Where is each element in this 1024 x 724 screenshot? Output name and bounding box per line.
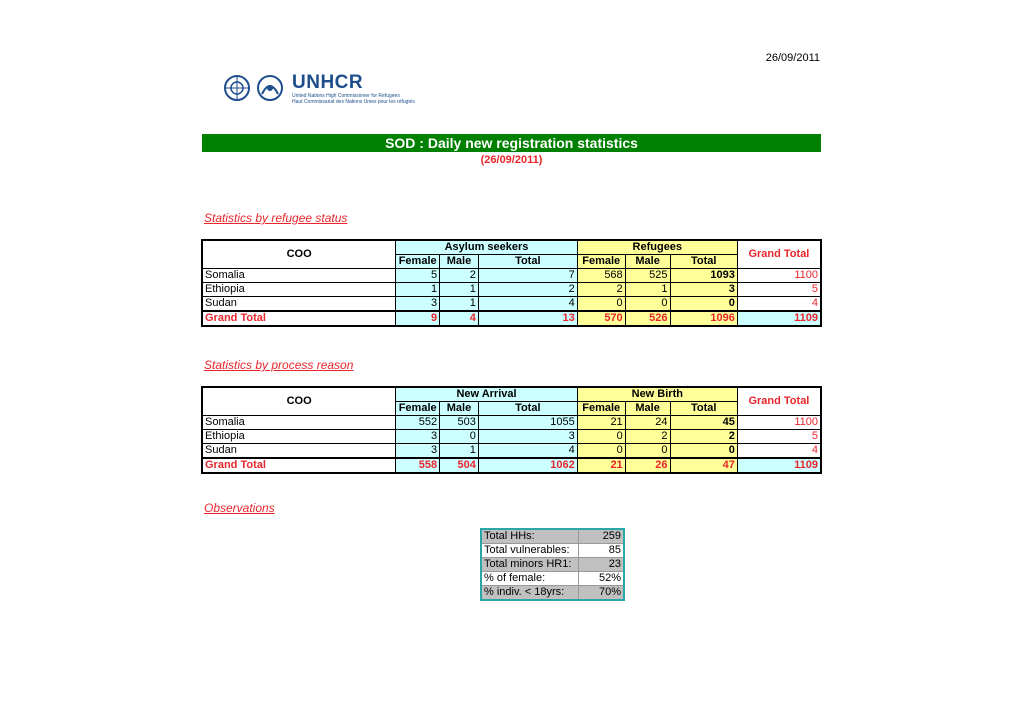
- observation-value: 70%: [579, 586, 625, 601]
- value-cell: 2: [440, 269, 479, 283]
- section-heading-process-reason: Statistics by process reason: [204, 358, 354, 372]
- section-heading-refugee-status: Statistics by refugee status: [204, 211, 348, 225]
- col-header: Male: [440, 255, 479, 269]
- col-header: Total: [478, 402, 577, 416]
- value-cell: 0: [440, 430, 479, 444]
- col-header: Female: [396, 255, 440, 269]
- value-cell: 4: [478, 297, 577, 312]
- unhcr-wordmark: UNHCR: [292, 72, 364, 93]
- observations-table: [480, 528, 625, 601]
- coo-cell: Somalia: [202, 416, 396, 430]
- observation-row: [481, 558, 624, 572]
- value-cell: 0: [577, 444, 625, 459]
- value-cell: 0: [625, 297, 670, 312]
- observation-label: Total HHs:: [481, 529, 579, 544]
- coo-cell: Ethiopia: [202, 430, 396, 444]
- observation-value: 259: [579, 529, 625, 544]
- col-header: Male: [625, 402, 670, 416]
- value-cell: 2: [625, 430, 670, 444]
- col-header: Total: [670, 402, 737, 416]
- value-cell: 1055: [478, 416, 577, 430]
- value-cell: 1: [440, 297, 479, 312]
- page-title: SOD : Daily new registration statistics: [202, 134, 821, 152]
- total-row: [202, 458, 821, 473]
- coo-header: COO: [202, 387, 396, 416]
- col-header: Male: [625, 255, 670, 269]
- unhcr-logo: [222, 72, 446, 106]
- observation-value: 23: [579, 558, 625, 572]
- grand-total-header: Grand Total: [737, 387, 821, 416]
- value-cell: 2: [670, 430, 737, 444]
- value-cell: 21: [577, 416, 625, 430]
- total-cell: 1096: [670, 311, 737, 326]
- new-arrival-header: New Arrival: [396, 387, 578, 402]
- coo-cell: Somalia: [202, 269, 396, 283]
- total-cell: 47: [670, 458, 737, 473]
- value-cell: 525: [625, 269, 670, 283]
- value-cell: 0: [670, 444, 737, 459]
- value-cell: 568: [577, 269, 625, 283]
- table-row: [202, 444, 821, 459]
- total-row: [202, 311, 821, 326]
- observation-label: Total vulnerables:: [481, 544, 579, 558]
- grand-total-cell: 1100: [737, 269, 821, 283]
- coo-cell: Ethiopia: [202, 283, 396, 297]
- observation-row: [481, 544, 624, 558]
- grand-total-cell: 5: [737, 283, 821, 297]
- value-cell: 1: [440, 444, 479, 459]
- value-cell: 2: [577, 283, 625, 297]
- grand-total-cell: 4: [737, 297, 821, 312]
- value-cell: 45: [670, 416, 737, 430]
- total-label: Grand Total: [202, 311, 396, 326]
- value-cell: 1: [625, 283, 670, 297]
- value-cell: 0: [577, 297, 625, 312]
- total-cell: 9: [396, 311, 440, 326]
- observation-label: % of female:: [481, 572, 579, 586]
- table-row: [202, 430, 821, 444]
- total-cell: 13: [478, 311, 577, 326]
- col-header: Female: [577, 255, 625, 269]
- total-label: Grand Total: [202, 458, 396, 473]
- value-cell: 3: [396, 444, 440, 459]
- total-cell: 504: [440, 458, 479, 473]
- col-header: Male: [440, 402, 479, 416]
- total-cell: 526: [625, 311, 670, 326]
- grand-total-cell: 1109: [737, 311, 821, 326]
- total-cell: 558: [396, 458, 440, 473]
- asylum-seekers-header: Asylum seekers: [396, 240, 578, 255]
- col-header: Total: [478, 255, 577, 269]
- grand-total-cell: 5: [737, 430, 821, 444]
- value-cell: 24: [625, 416, 670, 430]
- value-cell: 2: [478, 283, 577, 297]
- total-cell: 21: [577, 458, 625, 473]
- observation-value: 52%: [579, 572, 625, 586]
- value-cell: 552: [396, 416, 440, 430]
- total-cell: 1062: [478, 458, 577, 473]
- coo-header: COO: [202, 240, 396, 269]
- grand-total-header: Grand Total: [737, 240, 821, 269]
- total-cell: 4: [440, 311, 479, 326]
- value-cell: 7: [478, 269, 577, 283]
- refugee-status-table: [201, 239, 822, 327]
- value-cell: 1093: [670, 269, 737, 283]
- value-cell: 4: [478, 444, 577, 459]
- page-subtitle: (26/09/2011): [480, 154, 543, 166]
- table-row: [202, 269, 821, 283]
- new-birth-header: New Birth: [577, 387, 737, 402]
- value-cell: 3: [670, 283, 737, 297]
- value-cell: 503: [440, 416, 479, 430]
- observation-row: [481, 572, 624, 586]
- value-cell: 0: [670, 297, 737, 312]
- total-cell: 570: [577, 311, 625, 326]
- observation-label: Total minors HR1:: [481, 558, 579, 572]
- col-header: Total: [670, 255, 737, 269]
- value-cell: 3: [396, 430, 440, 444]
- value-cell: 0: [577, 430, 625, 444]
- table-row: [202, 283, 821, 297]
- value-cell: 0: [625, 444, 670, 459]
- logo-line1: United Nations High Commissioner for Refugees: [292, 93, 400, 99]
- observation-row: [481, 586, 624, 601]
- observation-row: [481, 529, 624, 544]
- grand-total-cell: 1109: [737, 458, 821, 473]
- grand-total-cell: 1100: [737, 416, 821, 430]
- table-row: [202, 416, 821, 430]
- coo-cell: Sudan: [202, 297, 396, 312]
- table-row: [202, 297, 821, 312]
- value-cell: 3: [396, 297, 440, 312]
- refugees-header: Refugees: [577, 240, 737, 255]
- section-heading-observations: Observations: [204, 501, 275, 515]
- col-header: Female: [577, 402, 625, 416]
- total-cell: 26: [625, 458, 670, 473]
- logo-line2: Haut Commissariat des Nations Unies pour les réfugiés: [292, 99, 415, 105]
- process-reason-table: [201, 386, 822, 474]
- value-cell: 3: [478, 430, 577, 444]
- grand-total-cell: 4: [737, 444, 821, 459]
- value-cell: 1: [440, 283, 479, 297]
- observation-label: % indiv. < 18yrs:: [481, 586, 579, 601]
- report-date: 26/09/2011: [765, 52, 820, 64]
- un-emblem-icon: [222, 72, 288, 104]
- value-cell: 1: [396, 283, 440, 297]
- observation-value: 85: [579, 544, 625, 558]
- col-header: Female: [396, 402, 440, 416]
- coo-cell: Sudan: [202, 444, 396, 459]
- value-cell: 5: [396, 269, 440, 283]
